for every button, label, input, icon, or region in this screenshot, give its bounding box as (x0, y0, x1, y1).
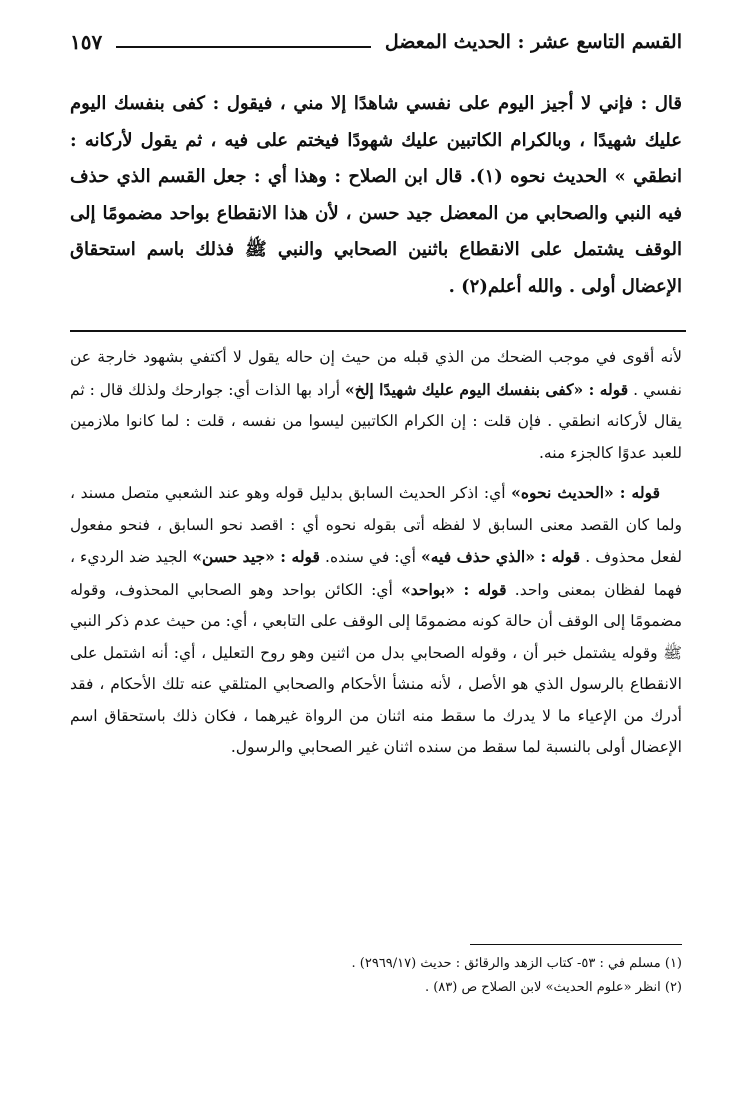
quoted-phrase: قوله : «بواحد» (401, 579, 507, 599)
chapter-title: القسم التاسع عشر : الحديث المعضل (384, 31, 682, 53)
commentary-separator (70, 330, 686, 332)
commentary-text: أي: الكائن بواحد وهو الصحابي المحذوف، وقوله مضمومًا إلى الوقف أن حالة كونه مضمومًا إلى الوقف على التابعي ، أي: من حيث عدم ذكر النبي ﷺ وقوله يشتمل خبر أن ، وقوله الصحابي بدل من اثنين وهو روح التعليل ، أي: أنه اشتمل على الانقطاع بالرسول الذي هو الأصل ، لأنه منشأ الأحكام والصحابي المتلقي عنه تلك الأحكام ، فقد أدرك من الإعياء ما لا يدرك ما سقط منه اثنان من الرواة غيرهما ، فكان ذلك باستحقاق اسم الإعضال أولى بالنسبة لما سقط من سنده اثنان غير الصحابي والرسول. (70, 580, 682, 756)
quoted-phrase: قوله : «الذي حذف فيه» (421, 547, 581, 566)
page-number: ١٥٧ (70, 30, 103, 54)
commentary-text: الجيد ضد الرديء ، فهما لفظان بمعنى واحد. (70, 548, 682, 599)
footnotes (200, 952, 682, 1000)
footnote-rule (470, 944, 682, 945)
running-header (70, 22, 682, 62)
footnote-1: (١) مسلم في : ٥٣- كتاب الزهد والرقائق : حديث (٢٩٦٩/١٧) . (351, 956, 682, 971)
commentary-text: أراد بها الذات أي: جوارحك ولذلك قال : ثم يقال لأركانه انطقي . فإن قلت : إن الكرام الكاتبين ليسوا من نفسه ، قلت : لما كانوا ملازمين للعبد عدوًا كالجزء منه. (70, 380, 682, 462)
main-text: قال : فإني لا أجيز اليوم على نفسي شاهدًا إلا مني ، فيقول : كفى بنفسك اليوم عليك شهيدًا ، وبالكرام الكاتبين عليك شهودًا فيختم على فيه ، ثم يقول لأركانه : انطقي » الحديث نحوه (١). قال ابن الصلاح : وهذا أي : جعل القسم الذي حذف فيه النبي والصحابي من المعضل جيد حسن ، لأن هذا الانقطاع بواحد مضمومًا إلى الوقف يشتمل على الانقطاع باثنين الصحابي والنبي ﷺ فذلك باسم استحقاق الإعضال أولى . والله أعلم(٢) . (70, 93, 682, 297)
quoted-phrase: قوله : «جيد حسن» (192, 547, 320, 566)
quoted-phrase: قوله : «كفى بنفسك اليوم عليك شهيدًا إلخ» (345, 379, 629, 399)
commentary (70, 342, 682, 764)
quoted-phrase: قوله : «الحديث نحوه» (511, 483, 660, 502)
commentary-text: أي: اذكر الحديث السابق بدليل قوله وهو عند الشعبي متصل مسند ، ولما كان القصد معنى السابق لا لفظه أتى بقوله نحوه أي : اقصد نحو السابق ، فنحو مفعول لفعل محذوف . (70, 484, 682, 566)
commentary-paragraph (70, 342, 682, 469)
footnote-2: (٢) انظر «علوم الحديث» لابن الصلاح ص (٨٣) . (424, 980, 682, 995)
commentary-text: لأنه أقوى في موجب الضحك من الذي قبله من حيث إن حاله يقول لا أكتفي بشهود خارجة عن نفسي . (70, 348, 682, 399)
commentary-paragraph (70, 477, 682, 764)
header-rule (116, 46, 371, 48)
commentary-text: أي: في سنده. (325, 548, 416, 566)
